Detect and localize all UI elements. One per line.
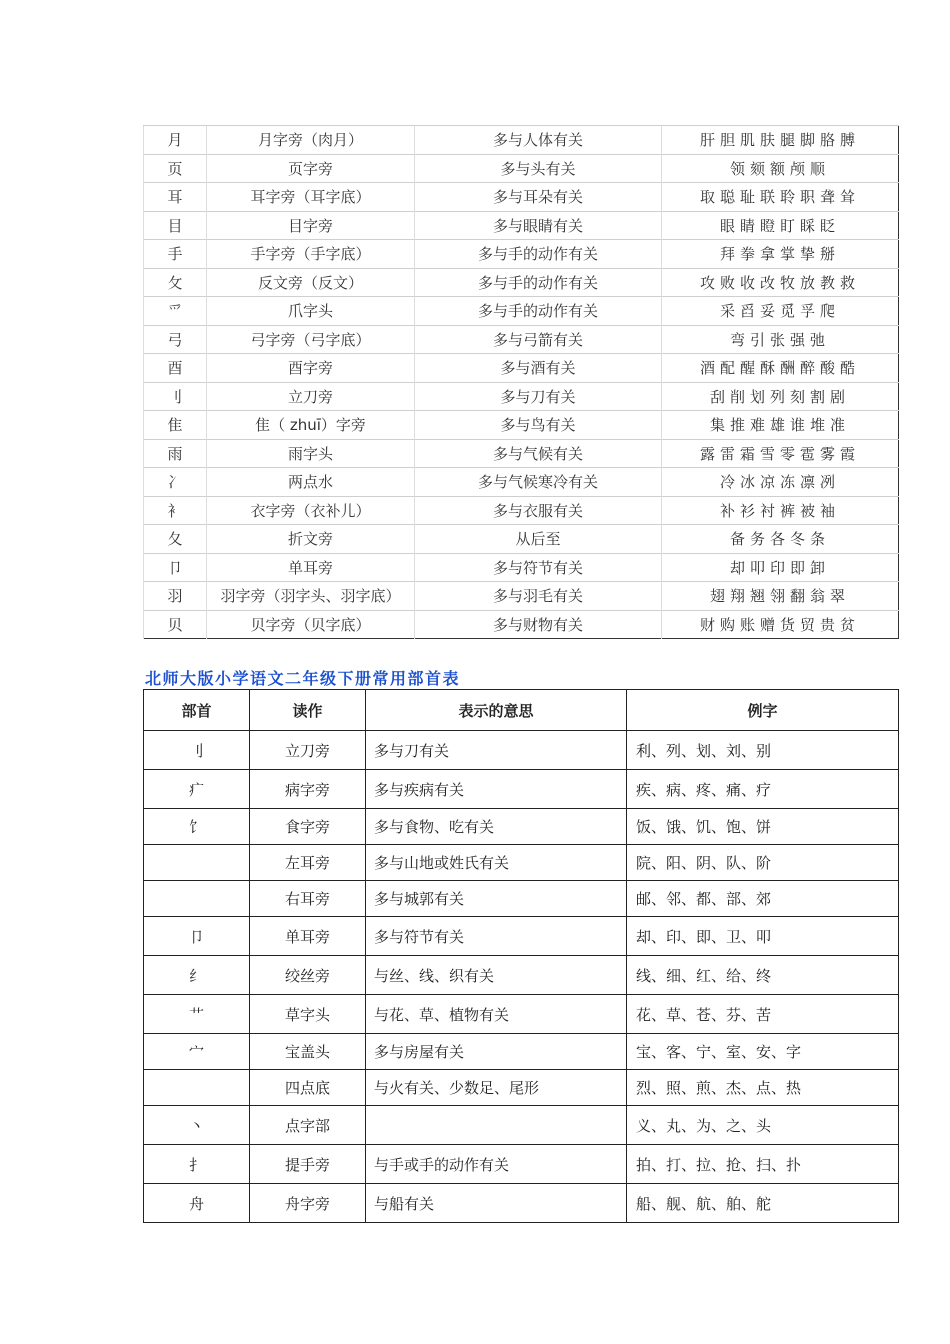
table-row (144, 126, 899, 155)
table-row (144, 1184, 899, 1223)
table-row (144, 411, 899, 440)
meaning-cell: 多与财物有关 (415, 610, 662, 639)
reading-cell: 草字头 (250, 995, 366, 1034)
meaning-cell: 多与酒有关 (415, 354, 662, 383)
reading-cell: 雨字头 (207, 439, 415, 468)
radical-cell (144, 881, 250, 917)
table-row (144, 468, 899, 497)
radical-cell: 衤 (144, 496, 207, 525)
meaning-cell (366, 1106, 627, 1145)
examples-cell: 拜拳拿掌挚掰 (662, 240, 899, 269)
examples-cell: 眼睛瞪盯睬眨 (662, 211, 899, 240)
meaning-cell: 多与耳朵有关 (415, 183, 662, 212)
reading-cell: 立刀旁 (207, 382, 415, 411)
table-row (144, 439, 899, 468)
reading-cell: 反文旁（反文） (207, 268, 415, 297)
table-row (144, 240, 899, 269)
meaning-cell: 多与衣服有关 (415, 496, 662, 525)
table-row (144, 582, 899, 611)
reading-cell: 点字部 (250, 1106, 366, 1145)
examples-cell: 补衫衬裤被袖 (662, 496, 899, 525)
examples-cell: 备务各冬条 (662, 525, 899, 554)
table-row (144, 1145, 899, 1184)
reading-cell: 衣字旁（衣补儿） (207, 496, 415, 525)
table-row (144, 325, 899, 354)
radical-cell: 攵 (144, 268, 207, 297)
header-reading: 读作 (250, 690, 366, 731)
reading-cell: 食字旁 (250, 809, 366, 845)
table-row (144, 770, 899, 809)
meaning-cell: 多与疾病有关 (366, 770, 627, 809)
meaning-cell: 多与头有关 (415, 154, 662, 183)
examples-cell: 酒配醒酥酬醉酸酷 (662, 354, 899, 383)
radical-cell: 雨 (144, 439, 207, 468)
meaning-cell: 多与刀有关 (415, 382, 662, 411)
meaning-cell: 多与气候寒冷有关 (415, 468, 662, 497)
header-row (144, 690, 899, 731)
examples-cell: 刮削划列刻割剧 (662, 382, 899, 411)
radical-cell: 纟 (144, 956, 250, 995)
reading-cell: 提手旁 (250, 1145, 366, 1184)
section-heading: 北师大版小学语文二年级下册常用部首表 (145, 669, 461, 688)
table-row (144, 211, 899, 240)
header-radical: 部首 (144, 690, 250, 731)
meaning-cell: 多与羽毛有关 (415, 582, 662, 611)
table-row (144, 1034, 899, 1070)
radical-cell: 手 (144, 240, 207, 269)
meaning-cell: 多与手的动作有关 (415, 268, 662, 297)
meaning-cell: 多与房屋有关 (366, 1034, 627, 1070)
table-row (144, 268, 899, 297)
header-meaning: 表示的意思 (366, 690, 627, 731)
examples-cell: 攻败收改牧放教救 (662, 268, 899, 297)
meaning-cell: 与船有关 (366, 1184, 627, 1223)
reading-cell: 单耳旁 (207, 553, 415, 582)
table-row (144, 731, 899, 770)
radical-cell: 页 (144, 154, 207, 183)
examples-cell: 露雷霜雪零雹雾霞 (662, 439, 899, 468)
examples-cell: 疾、病、疼、痛、疗 (627, 770, 899, 809)
table-row (144, 845, 899, 881)
examples-cell: 领颏额颅顺 (662, 154, 899, 183)
examples-cell: 却叩印即卸 (662, 553, 899, 582)
table-row (144, 956, 899, 995)
radical-cell: 目 (144, 211, 207, 240)
radical-cell: 饣 (144, 809, 250, 845)
examples-cell: 邮、邻、都、部、郊 (627, 881, 899, 917)
reading-cell: 舟字旁 (250, 1184, 366, 1223)
examples-cell: 却、印、即、卫、叩 (627, 917, 899, 956)
meaning-cell: 从后至 (415, 525, 662, 554)
examples-cell: 翅翔翘翎翻翁翠 (662, 582, 899, 611)
table-row (144, 496, 899, 525)
table-row (144, 382, 899, 411)
meaning-cell: 多与弓箭有关 (415, 325, 662, 354)
radical-cell: 耳 (144, 183, 207, 212)
reading-cell: 折文旁 (207, 525, 415, 554)
examples-cell: 拍、打、拉、抢、扫、扑 (627, 1145, 899, 1184)
meaning-cell: 多与手的动作有关 (415, 240, 662, 269)
radical-cell: 艹 (144, 995, 250, 1034)
radical-cell: 疒 (144, 770, 250, 809)
meaning-cell: 多与符节有关 (366, 917, 627, 956)
table-row (144, 1106, 899, 1145)
reading-cell: 目字旁 (207, 211, 415, 240)
radical-cell: 弓 (144, 325, 207, 354)
meaning-cell: 多与手的动作有关 (415, 297, 662, 326)
reading-cell: 立刀旁 (250, 731, 366, 770)
examples-cell: 花、草、苍、芬、苦 (627, 995, 899, 1034)
examples-cell: 集推难雄谁堆准 (662, 411, 899, 440)
reading-cell: 病字旁 (250, 770, 366, 809)
examples-cell: 线、细、红、给、终 (627, 956, 899, 995)
reading-cell: 右耳旁 (250, 881, 366, 917)
examples-cell: 宝、客、宁、室、安、字 (627, 1034, 899, 1070)
radicals-table-2 (143, 689, 899, 1223)
meaning-cell: 多与眼睛有关 (415, 211, 662, 240)
meaning-cell: 与花、草、植物有关 (366, 995, 627, 1034)
radical-cell: 贝 (144, 610, 207, 639)
reading-cell: 页字旁 (207, 154, 415, 183)
meaning-cell: 多与刀有关 (366, 731, 627, 770)
radical-cell (144, 1070, 250, 1106)
examples-cell: 肝胆肌肤腿脚胳膊 (662, 126, 899, 155)
table-row (144, 1070, 899, 1106)
reading-cell: 手字旁（手字底） (207, 240, 415, 269)
radical-cell: 宀 (144, 1034, 250, 1070)
meaning-cell: 多与鸟有关 (415, 411, 662, 440)
radical-cell (144, 845, 250, 881)
radical-cell: 卩 (144, 917, 250, 956)
radical-cell: 刂 (144, 731, 250, 770)
radical-cell: 酉 (144, 354, 207, 383)
meaning-cell: 与手或手的动作有关 (366, 1145, 627, 1184)
reading-cell: 两点水 (207, 468, 415, 497)
radical-cell: 羽 (144, 582, 207, 611)
radicals-table-1 (143, 125, 899, 639)
reading-cell: 耳字旁（耳字底） (207, 183, 415, 212)
header-examples: 例字 (627, 690, 899, 731)
reading-cell: 单耳旁 (250, 917, 366, 956)
radical-cell: 卩 (144, 553, 207, 582)
table-row (144, 183, 899, 212)
examples-cell: 义、丸、为、之、头 (627, 1106, 899, 1145)
meaning-cell: 多与山地或姓氏有关 (366, 845, 627, 881)
table-row (144, 881, 899, 917)
meaning-cell: 多与食物、吃有关 (366, 809, 627, 845)
meaning-cell: 多与符节有关 (415, 553, 662, 582)
examples-cell: 冷冰凉冻凛冽 (662, 468, 899, 497)
examples-cell: 利、列、划、刘、别 (627, 731, 899, 770)
reading-cell: 酉字旁 (207, 354, 415, 383)
radical-cell: 隹 (144, 411, 207, 440)
radical-cell: 扌 (144, 1145, 250, 1184)
table-row (144, 525, 899, 554)
table-row (144, 917, 899, 956)
meaning-cell: 多与人体有关 (415, 126, 662, 155)
radical-cell: 舟 (144, 1184, 250, 1223)
reading-cell: 绞丝旁 (250, 956, 366, 995)
radical-cell: 夂 (144, 525, 207, 554)
examples-cell: 院、阳、阴、队、阶 (627, 845, 899, 881)
table-row (144, 297, 899, 326)
meaning-cell: 与火有关、少数足、尾形 (366, 1070, 627, 1106)
reading-cell: 四点底 (250, 1070, 366, 1106)
reading-cell: 月字旁（肉月） (207, 126, 415, 155)
examples-cell: 财购账赠货贸贵贫 (662, 610, 899, 639)
meaning-cell: 多与气候有关 (415, 439, 662, 468)
reading-cell: 爪字头 (207, 297, 415, 326)
examples-cell: 取聪耻联聆职聋耸 (662, 183, 899, 212)
table-row (144, 610, 899, 639)
table-row (144, 995, 899, 1034)
table-row (144, 553, 899, 582)
reading-cell: 隹（ zhuī）字旁 (207, 411, 415, 440)
reading-cell: 羽字旁（羽字头、羽字底） (207, 582, 415, 611)
table-row (144, 154, 899, 183)
reading-cell: 宝盖头 (250, 1034, 366, 1070)
table-row (144, 354, 899, 383)
radical-cell: 丶 (144, 1106, 250, 1145)
table-row (144, 809, 899, 845)
examples-cell: 弯引张强弛 (662, 325, 899, 354)
meaning-cell: 多与城郭有关 (366, 881, 627, 917)
examples-cell: 饭、饿、饥、饱、饼 (627, 809, 899, 845)
examples-cell: 采舀妥觅孚爬 (662, 297, 899, 326)
reading-cell: 弓字旁（弓字底） (207, 325, 415, 354)
radical-cell: 月 (144, 126, 207, 155)
meaning-cell: 与丝、线、织有关 (366, 956, 627, 995)
radical-cell: 刂 (144, 382, 207, 411)
reading-cell: 贝字旁（贝字底） (207, 610, 415, 639)
reading-cell: 左耳旁 (250, 845, 366, 881)
examples-cell: 船、舰、航、舶、舵 (627, 1184, 899, 1223)
examples-cell: 烈、照、煎、杰、点、热 (627, 1070, 899, 1106)
radical-cell: 冫 (144, 468, 207, 497)
radical-cell: 爫 (144, 297, 207, 326)
